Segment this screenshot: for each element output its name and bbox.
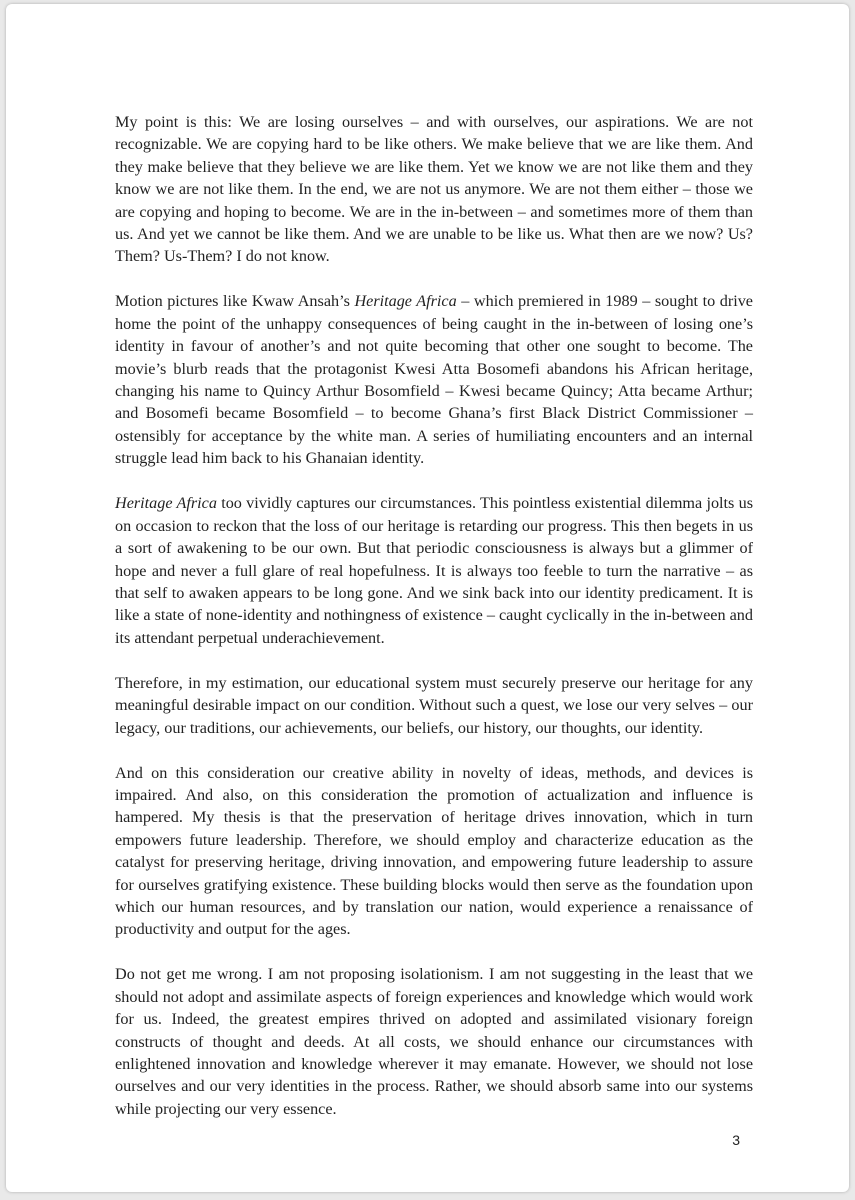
paragraph-text: too vividly captures our circumstances. This pointless existential dilemma jolts us on occasion to reckon that the loss of our heritage is retarding our progress. This then begets in us a sort of awakening to be our own. But that periodic consciousness is always but a glimmer of hope and never a full glare of real hopefulness. It is always too feeble to turn the narrative – as that self to awaken appears to be long gone. And we sink back into our identity predicament. It is like a state of none-identity and nothingness of existence – caught cyclically in the in-between and its attendant perpetual underachievement. [115, 494, 753, 647]
film-title: Heritage Africa [115, 494, 217, 513]
paragraph-5 [115, 762, 753, 941]
document-body [115, 111, 753, 1143]
paragraph-6 [115, 963, 753, 1120]
paragraph-text: Therefore, in my estimation, our educational system must securely preserve our heritage for any meaningful desirable impact on our condition. Without such a quest, we lose our very selves – our legacy, our traditions, our achievements, our beliefs, our history, our thoughts, our identity. [115, 673, 753, 737]
paragraph-2 [115, 290, 753, 469]
paragraph-4 [115, 672, 753, 739]
paragraph-text: – which premiered in 1989 – sought to drive home the point of the unhappy consequences of being caught in the in-between of losing one’s identity in favour of another’s and not quite becoming that other one sought to become. The movie’s blurb reads that the protagonist Kwesi Atta Bosomefi abandons his African heritage, changing his name to Quincy Arthur Bosomfield – Kwesi became Quincy; Atta became Arthur; and Bosomefi became Bosomfield – to become Ghana’s first Black District Commissioner – ostensibly for acceptance by the white man. A series of humiliating encounters and an internal struggle lead him back to his Ghanaian identity. [115, 292, 753, 468]
page-number: 3 [732, 1132, 740, 1148]
paragraph-text: Do not get me wrong. I am not proposing isolationism. I am not suggesting in the least that we should not adopt and assimilate aspects of foreign experiences and knowledge which would work for us. Indeed, the greatest empires thrived on adopted and assimilated visionary foreign constructs of thought and deeds. At all costs, we should enhance our circumstances with enlightened innovation and knowledge wherever it may emanate. However, we should not lose ourselves and our very identities in the process. Rather, we should absorb same into our systems while projecting our very essence. [115, 965, 753, 1118]
document-page [6, 4, 849, 1192]
film-title: Heritage Africa [354, 292, 457, 311]
paragraph-text: And on this consideration our creative ability in novelty of ideas, methods, and devices is impaired. And also, on this consideration the promotion of actualization and influence is hampered. My thesis is that the preservation of heritage drives innovation, which in turn empowers future leadership. Therefore, we should employ and characterize education as the catalyst for preserving heritage, driving innovation, and empowering future leadership to assure for ourselves gratifying existence. These building blocks would then serve as the foundation upon which our human resources, and by translation our nation, would experience a renaissance of productivity and output for the ages. [115, 763, 753, 939]
paragraph-text: Motion pictures like Kwaw Ansah’s [115, 292, 355, 311]
paragraph-3 [115, 492, 753, 649]
paragraph-1 [115, 111, 753, 268]
paragraph-text: My point is this: We are losing ourselves – and with ourselves, our aspirations. We are not recognizable. We are copying hard to be like others. We make believe that we are like them. And they make believe that they believe we are like them. Yet we know we are not like them and they know we are not like them. In the end, we are not us anymore. We are not them either – those we are copying and hoping to become. We are in the in-between – and sometimes more of them than us. And yet we cannot be like them. And we are unable to be like us. What then are we now? Us? Them? Us-Them? I do not know. [115, 113, 753, 266]
